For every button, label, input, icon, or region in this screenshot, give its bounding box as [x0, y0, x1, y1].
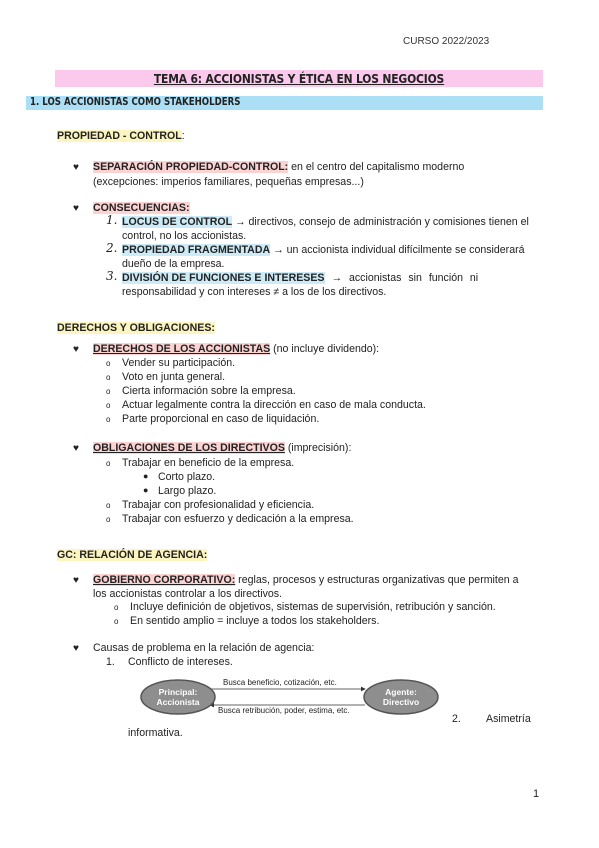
dot-bullet-icon: ● [143, 471, 149, 481]
separacion-note: (excepciones: imperios familiares, pequeñas empresas...) [93, 176, 364, 188]
arrow-bottom-label: Busca retribución, poder, estima, etc. [218, 706, 350, 715]
consecuencia-item-cont: dueño de la empresa. [122, 258, 225, 270]
circle-bullet-icon: o [106, 401, 111, 410]
circle-bullet-icon: o [106, 459, 111, 468]
principal-label-2: Accionista [156, 697, 200, 707]
consecuencia-item: LOCUS DE CONTROL → directivos, consejo de administración y comisiones tienen el [122, 216, 529, 228]
section-heading: 1. LOS ACCIONISTAS COMO STAKEHOLDERS [30, 96, 241, 108]
circle-bullet-icon: o [114, 617, 119, 626]
agente-label-1: Agente: [385, 687, 417, 697]
list-item: Asimetría [486, 713, 531, 725]
list-item: Voto en junta general. [122, 371, 226, 383]
heart-bullet-icon: ♥ [73, 162, 79, 173]
list-item: Parte proporcional en caso de liquidación. [122, 413, 320, 425]
list-number: 2. [106, 241, 118, 255]
consecuencia-item-cont: responsabilidad y con intereses ≠ a los de los directivos. [122, 286, 387, 298]
circle-bullet-icon: o [106, 415, 111, 424]
list-number: 2. [452, 713, 461, 725]
heart-bullet-icon: ♥ [73, 344, 79, 355]
heart-bullet-icon: ♥ [73, 643, 79, 654]
derechos-heading: DERECHOS Y OBLIGACIONES: [57, 322, 215, 334]
heart-bullet-icon: ♥ [73, 443, 79, 454]
list-item: Trabajar en beneficio de la empresa. [122, 457, 295, 469]
obligaciones-directivos: OBLIGACIONES DE LOS DIRECTIVOS (imprecisión): [93, 442, 352, 454]
list-number: 1. [106, 213, 118, 227]
list-item: Vender su participación. [122, 357, 236, 369]
circle-bullet-icon: o [106, 501, 111, 510]
page-title: TEMA 6: ACCIONISTAS Y ÉTICA EN LOS NEGOCIOS [153, 71, 445, 86]
circle-bullet-icon: o [106, 373, 111, 382]
gc-heading: GC: RELACIÓN DE AGENCIA: [57, 549, 208, 561]
sub-list-item: Largo plazo. [158, 485, 217, 497]
circle-bullet-icon: o [106, 387, 111, 396]
derechos-accionistas: DERECHOS DE LOS ACCIONISTAS (no incluye dividendo): [93, 343, 380, 355]
agency-diagram [140, 672, 440, 724]
page-number: 1 [533, 788, 540, 800]
list-item-cont: informativa. [128, 727, 183, 739]
circle-bullet-icon: o [106, 359, 111, 368]
gobierno-corporativo: GOBIERNO CORPORATIVO: reglas, procesos y estructuras organizativas que permiten a [93, 574, 519, 586]
dot-bullet-icon: ● [143, 485, 149, 495]
consecuencias-heading: CONSECUENCIAS: [93, 202, 190, 214]
course-header: CURSO 2022/2023 [403, 36, 490, 47]
heart-bullet-icon: ♥ [73, 575, 79, 586]
list-item: Cierta información sobre la empresa. [122, 385, 296, 397]
list-item: Trabajar con esfuerzo y dedicación a la empresa. [122, 513, 354, 525]
circle-bullet-icon: o [106, 515, 111, 524]
list-number: 1. [106, 656, 115, 668]
sub-list-item: Corto plazo. [158, 471, 216, 483]
list-item: Actuar legalmente contra la dirección en caso de mala conducta. [122, 399, 426, 411]
gobierno-corporativo-cont: los accionistas controlar a los directivos. [93, 588, 283, 600]
agente-label-2: Directivo [382, 697, 420, 707]
consecuencia-item: DIVISIÓN DE FUNCIONES E INTERESES → accionistas sin función ni [122, 272, 479, 284]
list-item: Conflicto de intereses. [128, 656, 233, 668]
arrow-top-label: Busca beneficio, cotización, etc. [223, 678, 337, 687]
principal-label-1: Principal: [158, 687, 198, 697]
consecuencia-item: PROPIEDAD FRAGMENTADA → un accionista individual difícilmente se considerará [122, 244, 525, 256]
propiedad-heading: PROPIEDAD - CONTROL: [57, 130, 185, 142]
heart-bullet-icon: ♥ [73, 203, 79, 214]
list-item: Incluye definición de objetivos, sistemas de supervisión, retribución y sanción. [130, 601, 496, 613]
consecuencia-item-cont: control, no los accionistas. [122, 230, 247, 242]
circle-bullet-icon: o [114, 603, 119, 612]
list-item: En sentido amplio = incluye a todos los stakeholders. [130, 615, 380, 627]
list-item: Trabajar con profesionalidad y eficiencia. [122, 499, 315, 511]
causas-item: Causas de problema en la relación de agencia: [93, 642, 315, 654]
list-number: 3. [106, 269, 118, 283]
separacion-item: SEPARACIÓN PROPIEDAD-CONTROL: en el centro del capitalismo moderno [93, 161, 465, 173]
